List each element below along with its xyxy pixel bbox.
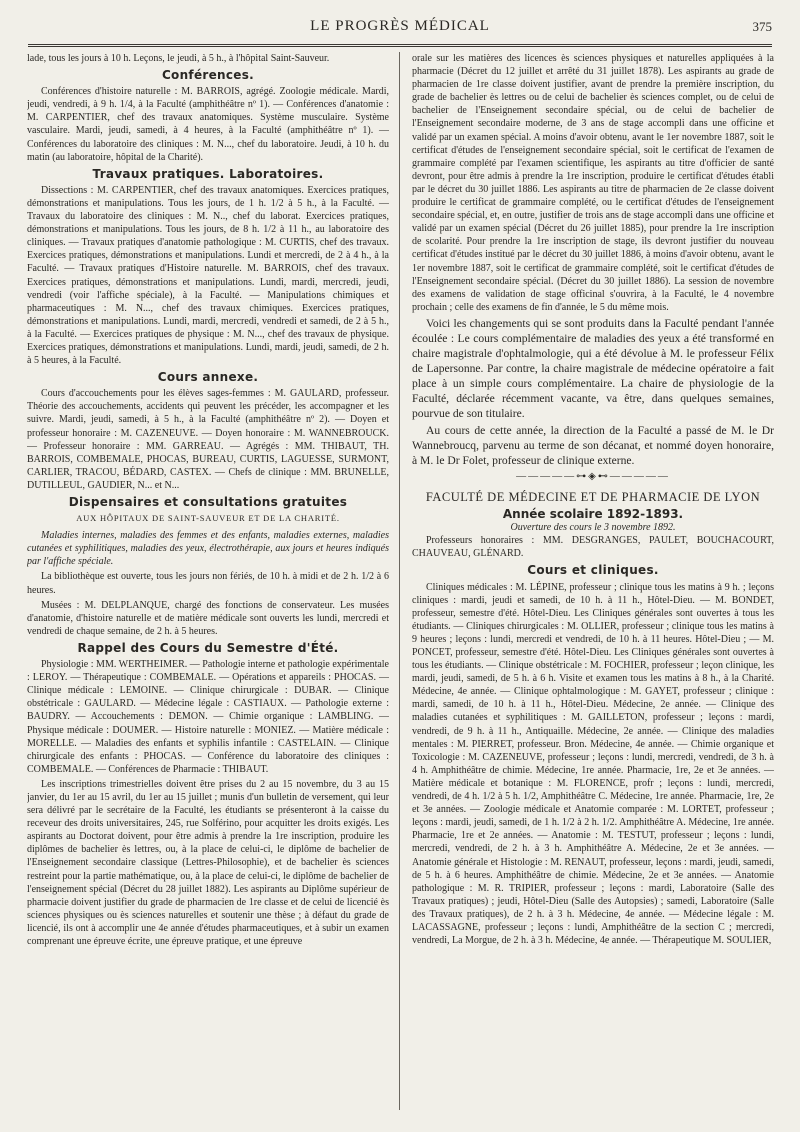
running-header [28,10,772,47]
cours-cliniques-text: Cliniques médicales : M. LÉPINE, professeur ; clinique tous les matins à 9 h. ; leçons cliniques : mardi, jeudi et samedi, de 10 h. à 11 h., Hôtel-Dieu. — M. BONDET, professeur, semestre d'été. Hôtel-Dieu. Les Cliniques générales sont ouvertes à tous les étudiants. — Cliniques chirurgicales : M. OLLIER, professeur ; clinique tous les matins à 9 heures ; leçons : lundi, mercredi et vendredi, de 10 h. à 11 heures. Hôtel-Dieu ; — M. PONCET, professeur, semestre d'été. Hôtel-Dieu. Les Cliniques générales sont ouvertes à tous les étudiants. — Clinique obstétricale : M. FOCHIER, professeur ; leçon clinique, les mardi, jeudi, samedi, de 5 h. à 6 h. Visite et examen tous les matins à 8 h., à la Charité. Médecine, 4e année. — Clinique ophtalmologique : M. GAYET, professeur ; clinique : mardi, samedi, de 10 h. à 11 h., Hôtel-Dieu. Médecine, 2e année. — Clinique des maladies cutanées et syphilitiques : M. GAILLETON, professeur ; leçons : mardi, vendredi, de 9 h. à 11 h., Antiquaille. Médecine, 2e année. — Clinique des maladies mentales : M. PIERRET, professeur. Bron. Médecine, 4e année. — Chimie organique et Toxicologie : M. CAZENEUVE, professeur ; leçons : lundi, mercredi, vendredi, de 3 h. à 4 h. Amphithéâtre de chimie. Médecine, 1re année. Pharmacie, 1re, 2e et 3e années. — Matière médicale et botanique : M. FLORENCE, profr ; leçons : lundi, mercredi, vendredi, de 4 h. 1/2 à 5 h. 1/2, Amphithéâtre C. Médecine, 1re année. Pharmacie, 1re, 2e et 3e années. — Zoologie médicale et Anatomie comparée : M. LORTET, professeur ; leçons : mardi, jeudi, samedi, de 1 h. 1/2 à 2 h. 1/2. Amphithéâtre A. Médecine, 1re année. Pharmacie, 1re et 2e années. — Anatomie : M. TESTUT, professeur ; leçons : lundi, mercredi, vendredi, de 2 h. à 3 h. Amphithéâtre A. Médecine, 2e et 3e années. — Anatomie générale et Histologie : M. RENAUT, professeur, leçons : mardi, jeudi, samedi, de 5 h. à 6 heures. Amphithéâtre de chimie. Médecine, 2e et 3e années. — Anatomie pathologique : M. R. TRIPIER, professeur ; leçons : mardi, Laboratoire (Salle des Travaux pratiques) ; jeudi, Hôtel-Dieu (Salle des Autopsies) ; samedi, Laboratoire (Salle des Travaux pratiques), de 2 h. à 3 h. Médecine, 4e année. — Médecine légale : M. LACASSAGNE, professeur ; leçons : lundi, Amphithéâtre de la section C ; mercredi, vendredi, La Morgue, de 2 h. à 3 h. Médecine, 4e année. — Thérapeutique M. SOULIER, [412,581,774,947]
column-divider [399,52,400,1110]
cours-cliniques-heading: Cours et cliniques. [527,563,659,578]
direction-paragraph: Au cours de cette année, la direction de la Faculté a passé de M. le Dr Wannebroucq, parvenu au terme de son décanat, et nommé doyen honoraire, à M. le Dr Folet, professeur de clinique externe. [412,423,774,467]
travaux-heading: Travaux pratiques. Laboratoires. [92,166,324,181]
musees-text: Musées : M. DELPLANQUE, chargé des fonctions de conservateur. Les musées d'anatomie, d'histoire naturelle et de matière médicale sont ouverts les lundi, mercredi et vendredi de chaque semaine, de 2 h. à 5 heures. [27,599,389,637]
page-number: 375 [752,19,772,34]
journal-title: LE PROGRÈS MÉDICAL [310,18,490,34]
courses-opening: Ouverture des cours le 3 novembre 1892. [510,522,676,534]
cours-annexe-heading: Cours annexe. [157,370,259,385]
intro-paragraph: lade, tous les jours à 10 h. Leçons, le jeudi, à 5 h., à l'hôpital Saint-Sauveur. [27,53,330,64]
dispensaires-text: Maladies internes, maladies des femmes et des enfants, maladies externes, maladies cutanées et syphilitiques, maladies des yeux, électrothérapie, aux jours et heures indiqués par l'affiche spéciale. [27,530,389,568]
continuation-text: orale sur les matières des licences ès sciences physiques et naturelles appliquées à la pharmacie (Décret du 12 juillet et arrêté du 31 juillet 1878). Les aspirants au grade de pharmacien de 1re classe doivent justifier, avant de prendre la première inscription, du grade de bachelier ès lettres ou de celui de bachelier ès sciences complet, ou de celui de bachelier de l'Enseignement secondaire spécial, ou de celui de bachelier de l'Enseignement secondaire moderne, de 3 ans de stage accompli dans une officine et validé par un examen spécial. A moins d'avoir obtenu, avant le 1er novembre 1887, soit le certificat d'études de l'enseignement secondaire spécial, soit le certificat de l'examen de grammaire complété par l'examen scientifique, les aspirants au titre d'officier de santé devront, pour être admis à prendre la 1re inscription, produire le certificat d'études établi par le décret du 30 juillet 1886. Les aspirants au titre de pharmacien de 2e classe doivent produire le certificat de grammaire complété, ou le certificat d'études de l'enseignement secondaire spécial, et, en outre, justifier de trois ans de stage accompli dans une officine et validé par un examen spécial (Décret du 26 juillet 1885), pour prendre la 1re inscription de scolarité. Pour prendre la 1re inscription de stage, ils devront justifier du nouveau certificat d'études institué par le décret du 30 juillet 1886, à moins d'avoir obtenu, avant le 1er novembre 1887, soit le certificat de grammaire complété, soit le certificat d'études de l'Enseignement secondaire spécial. (Décret du 30 juillet 1886). La session de novembre des examens de validation de stage officinal s'ouvrira, à la Faculté, le 4 novembre prochain ; celle des examens de fin d'année, le 5 du même mois. [412,53,774,313]
academic-year: Année scolaire 1892-1893. [502,507,684,522]
cours-annexe-text: Cours d'accouchements pour les élèves sages-femmes : M. GAULARD, professeur. Théorie des accouchements, accidents qui peuvent les précéder, les accompagner et les suivre. Mardi, jeudi, samedi, à 5 h., à la Faculté (amphithéâtre nº 2). — Doyen et professeur honoraire : M. CAZENEUVE. — Doyen honoraire : M. WANNEBROUCK. — Professeur honoraire : MM. GARREAU. — Agrégés : MM. THIBAUT, TH. BARROIS, COMBEMALE, PHOCAS, BUREAU, CURTIS, LAGUESSE, SURMONT, CARLIER, TRACOU, BÉDARD, CASTEX. — Chefs de clinique : MM. BRUNELLE, DUTILLEUL, GAUDIER, N... et N... [27,388,389,491]
bibliotheque-text: La bibliothèque est ouverte, tous les jours non fériés, de 10 h. à midi et de 2 h. 1/2 à 6 heures. [27,571,389,596]
honorary-professors: Professeurs honoraires : MM. DESGRANGES, PAULET, BOUCHACOURT, CHAUVEAU, GLÉNARD. [412,535,774,560]
conferences-heading: Conférences. [161,68,255,83]
lyon-faculty-title: FACULTÉ DE MÉDECINE ET DE PHARMACIE DE LYON [425,489,761,504]
left-column [27,52,389,1122]
travaux-text: Dissections : M. CARPENTIER, chef des travaux anatomiques. Exercices pratiques, démonstrations et manipulations. Tous les jours, de 1 h. 1/2 à 5 h., à la Faculté. — Travaux du laboratoire des cliniques : M. N.., chef du laborat. Exercices pratiques, démonstrations et manipulations. Tous les jours, de 8 h. 1/2 à 11 h., au laboratoire des cliniques. — Travaux pratiques d'anatomie pathologique : M. CURTIS, chef des travaux. Exercices pratiques, démonstrations et manipulations. Lundi et mercredi, de 2 à 4 h., à la Faculté. — Travaux pratiques d'Histoire naturelle. M. BARROIS, chef des travaux. Exercices pratiques, démonstrations et manipulations. Lundi, mardi, mercredi, jeudi, vendredi (voir l'affiche spéciale), à la Faculté. — Manipulations chimiques et pharmaceutiques : M. N..., chef des travaux chimiques. Exercices pratiques, démonstrations et manipulations. Lundi, mardi, mercredi, vendredi et samedi, de 2 à 5 h., à la Faculté. — Exercices pratiques de physique : M. N..., chef des travaux de physique. Exercices pratiques, démonstrations et manipulations. Lundi, mardi, jeudi, samedi, de 2 h. à 5 heures, à la Faculté. [27,184,389,367]
inscriptions-text: Les inscriptions trimestrielles doivent être prises du 2 au 15 novembre, du 3 au 15 janvier, du 1er au 15 avril, du 1er au 15 juillet ; munis d'un bulletin de versement, qui leur sera délivré par le secrétaire de la Faculté, les étudiants se présenteront à la caisse du receveur des droits universitaires, 245, rue Solférino, pour acquitter les droits exigés. Les aspirants au Doctorat doivent, pour être admis à prendre la 1re inscription, produire les diplômes de bachelier ès lettres, ou, à la place de celui-ci, le diplôme de bachelier de l'Enseignement secondaire classique (Lettres-Philosophie), et de bachelier ès sciences restreint pour la partie mathématique, ou, à la place de celui-ci, le diplôme de bachelier de l'enseignement spécial (Décret du 28 juillet 1882). Les aspirants au Diplôme supérieur de pharmacie doivent justifier du grade de pharmacien de 1re classe et de celui de licencié ès sciences physiques ou ès sciences naturelles et soutenir une thèse ; à défaut du grade de licencié, ils ont à accomplir une 4e année d'études pharmaceutiques, et à subir un examen comprenant une épreuve écrite, une épreuve pratique, et une épreuve [27,778,389,947]
section-ornament: —————⊶◈⊷————— [516,470,670,482]
rappel-heading: Rappel des Cours du Semestre d'Été. [77,640,339,655]
dispensaires-heading: Dispensaires et consultations gratuites [68,495,348,509]
dispensaires-subheading: AUX HÔPITAUX DE SAINT-SAUVEUR ET DE LA CHARITÉ. [76,513,340,524]
changes-paragraph: Voici les changements qui se sont produits dans la Faculté pendant l'année écoulée : Le cours complémentaire de maladies des yeux a été transformé en chaire magistrale d'ophtalmologie, qui a été dévolue à M. le professeur Félix de Lapersonne. Par contre, la chaire magistrale de médecine opératoire a fait place à un simple cours complémentaire. La chaire de physiologie de la Faculté, déclarée récemment vacante, va être, dans quelques semaines, pourvue de son titulaire. [412,316,774,420]
right-column [412,52,774,1122]
rappel-text: Physiologie : MM. WERTHEIMER. — Pathologie interne et pathologie expérimentale : LEROY. — Thérapeutique : COMBEMALE. — Opérations et appareils : PHOCAS. — Clinique médicale : LEMOINE. — Clinique chirurgicale : DUBAR. — Clinique obstétricale : GAULARD. — Médecine légale : CASTIAUX. — Pathologie externe : BAUDRY. — Accouchements : DEMON. — Chimie organique : LAMBLING. — Physique médicale : DOUMER. — Histoire naturelle : MONIEZ. — Matière médicale : MORELLE. — Maladies des enfants et syphilis infantile : CASTELAIN. — Clinique chirurgicale des enfants : PHOCAS. — Conférence du laboratoire des cliniques : COMBEMALE. — Conférences de Pharmacie : THIBAUT. [27,659,389,775]
conferences-text: Conférences d'histoire naturelle : M. BARROIS, agrégé. Zoologie médicale. Mardi, jeudi, vendredi, à 9 h. 1/4, à la Faculté (amphithéâtre nº 1). — Conférences d'anatomie : M. CARPENTIER, chef des travaux anatomiques. Système musculaire. Système vasculaire. Mardi, jeudi, samedi, à 4 heures, à la Faculté (amphithéâtre nº 1). — Conférences du laboratoire des cliniques : M. N..., chef du laboratoire. Jeudi, à 10 h. du matin (au laboratoire, hôpital de la Charité). [27,86,389,163]
